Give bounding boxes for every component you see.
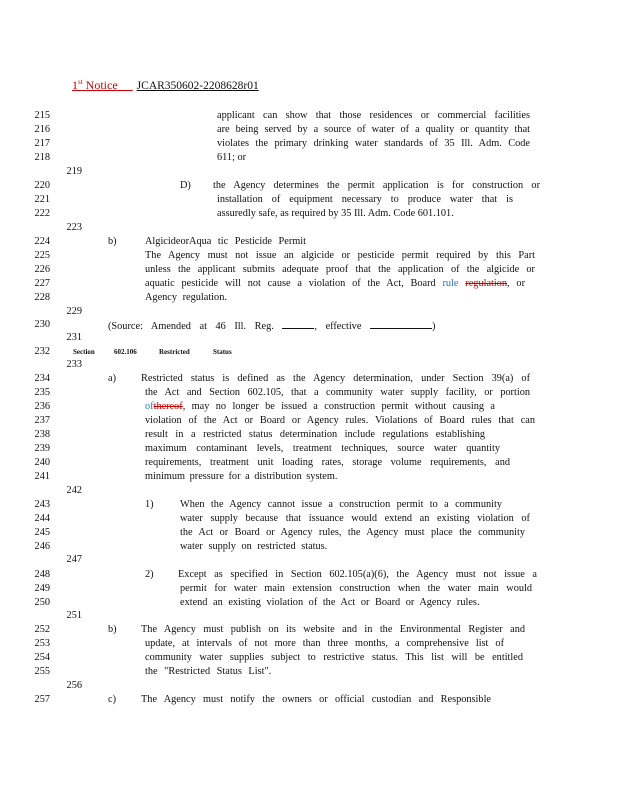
section-title-2: Status [213, 348, 232, 356]
line-text: unless the applicant submits adequate proof that the application of the algicide or [145, 264, 535, 275]
line-216: 216 are being served by a source of water of a quality or quantity that [34, 124, 530, 135]
line-text: violation of the Act or Board or Agency rules. Violations of Board rules that can [145, 415, 535, 426]
line-text: requirements, treatment unit loading rates, storage volume requirements, and [145, 457, 510, 468]
line-218: 218 611; or [0, 151, 618, 165]
effective-date-blank [370, 318, 432, 329]
item-label: 1) [145, 499, 154, 510]
line-217: 217 violates the primary drinking water standards of 35 Ill. Adm. Code [34, 138, 530, 149]
document-code: JCAR350602-2208628r01 [136, 80, 259, 92]
line-text: water supply on restricted status. [180, 541, 328, 552]
line-text: the Act or Board or Agency rules, the Agency must place the community [180, 527, 525, 538]
line-text: The Agency must notify the owners or official custodian and Responsible [141, 694, 491, 705]
line-237: 237 violation of the Act or Board or Agency rules. Violations of Board rules that can [34, 415, 535, 426]
line-244: 244 water supply because that issuance would extend an existing violation of [34, 513, 530, 524]
deleted-text: regulation [465, 278, 508, 289]
line-228: 228 Agency regulation. [0, 291, 618, 305]
line-222: 222 assuredly safe, as required by 35 Ill. Adm. Code 601.101. [0, 207, 618, 221]
line-text: applicant can show that those residences or commercial facilities [217, 110, 530, 121]
deleted-text: thereof [153, 401, 183, 412]
line-248: 248 2) Except as specified in Section 602.105(a)(6), the Agency must not issue a [34, 569, 537, 580]
line-text: maximum contaminant levels, treatment techniques, source water quantity [145, 443, 500, 454]
section-title: Restricted [159, 348, 190, 356]
line-236: 236 ofthereof, may no longer be issued a construction permit without causing a [34, 401, 495, 412]
line-251: 251 [66, 610, 82, 621]
line-252: 252 b) The Agency must publish on its website and in the Environmental Register and [34, 624, 525, 635]
line-247: 247 [66, 554, 82, 565]
line-246: 246 water supply on restricted status. [0, 540, 618, 554]
line-text: the "Restricted Status List". [145, 666, 272, 677]
line-254: 254 community water supplies subject to restrictive status. This list will be entitled [34, 652, 523, 663]
line-234: 234 a) Restricted status is defined as the Agency determination, under Section 39(a) of [34, 373, 530, 384]
line-text: extend an existing violation of the Act or Board or Agency rules. [180, 597, 480, 608]
line-text: water supply because that issuance would extend an existing violation of [180, 513, 530, 524]
register-blank [282, 318, 314, 329]
line-text: Restricted status is defined as the Agency determination, under Section 39(a) of [141, 373, 530, 384]
line-253: 253 update, at intervals of not more than three months, a comprehensive list of [34, 638, 504, 649]
item-label: D) [180, 180, 191, 191]
line-249: 249 permit for water main extension construction when the water main would [34, 583, 532, 594]
line-text: community water supplies subject to restrictive status. This list will be entitled [145, 652, 523, 663]
line-223: 223 [66, 222, 82, 233]
line-242: 242 [66, 485, 82, 496]
document-header [72, 78, 259, 93]
line-226: 226 unless the applicant submits adequate proof that the application of the algicide or [34, 264, 535, 275]
line-250: 250 extend an existing violation of the Act or Board or Agency rules. [0, 596, 618, 610]
line-238: 238 result in a restricted status determination include regulations establishing [34, 429, 485, 440]
item-label: 2) [145, 569, 154, 580]
line-230: 230 (Source: Amended at 46 Ill. Reg. , effective ) [34, 319, 436, 332]
line-241: 241 minimum pressure for a distribution system. [0, 470, 618, 484]
line-text: The Agency must publish on its website and in the Environmental Register and [141, 624, 525, 635]
line-text: Agency regulation. [145, 292, 227, 303]
line-231: 231 [66, 332, 82, 343]
line-257: 257 c) The Agency must notify the owners or official custodian and Responsible [34, 694, 491, 705]
line-227: 227 aquatic pesticide will not cause a violation of the Act, Board rule regulation, or [34, 278, 525, 289]
source-note: (Source: Amended at 46 Ill. Reg. , effective ) [108, 318, 435, 334]
inserted-text: rule [442, 278, 459, 289]
line-256: 256 [66, 680, 82, 691]
notice-label: 1st Notice [72, 78, 118, 92]
line-text: are being served by a source of water of a quality or quantity that [217, 124, 530, 135]
line-229: 229 [66, 306, 82, 317]
section-word: Section [73, 348, 95, 356]
line-text: The Agency must not issue an algicide or pesticide permit required by this Part [145, 250, 535, 261]
line-text: the Agency determines the permit application is for construction or [213, 180, 540, 191]
item-label: b) [108, 624, 117, 635]
line-text: permit for water main extension construction when the water main would [180, 583, 532, 594]
line-225: 225 The Agency must not issue an algicide or pesticide permit required by this Part [34, 250, 535, 261]
line-221: 221 installation of equipment necessary to produce water that is [34, 194, 513, 205]
subsection-title: AlgicideorAqua tic Pesticide Permit [145, 236, 306, 247]
line-text: update, at intervals of not more than three months, a comprehensive list of [145, 638, 504, 649]
line-255: 255 the "Restricted Status List". [0, 665, 618, 679]
line-219: 219 [66, 166, 82, 177]
line-239: 239 maximum contaminant levels, treatment techniques, source water quantity [34, 443, 500, 454]
line-text: assuredly safe, as required by 35 Ill. Adm. Code 601.101. [217, 208, 454, 219]
line-245: 245 the Act or Board or Agency rules, the Agency must place the community [34, 527, 525, 538]
line-text: minimum pressure for a distribution system. [145, 471, 338, 482]
line-text: result in a restricted status determination include regulations establishing [145, 429, 485, 440]
line-215: 215 applicant can show that those residences or commercial facilities [34, 110, 530, 121]
line-text: installation of equipment necessary to produce water that is [217, 194, 513, 205]
line-text: Except as specified in Section 602.105(a)(6), the Agency must not issue a [178, 569, 537, 580]
line-text: violates the primary drinking water standards of 35 Ill. Adm. Code [217, 138, 530, 149]
line-text: the Act and Section 602.105, that a community water supply facility, or portion [145, 387, 530, 398]
inserted-text: of [145, 401, 154, 412]
line-224: 224 b) AlgicideorAqua tic Pesticide Permit [34, 236, 306, 247]
item-label: b) [108, 236, 117, 247]
item-label: c) [108, 694, 116, 705]
line-220: 220 D) the Agency determines the permit application is for construction or [34, 180, 540, 191]
line-240: 240 requirements, treatment unit loading rates, storage volume requirements, and [34, 457, 510, 468]
line-235: 235 the Act and Section 602.105, that a community water supply facility, or portion [34, 387, 530, 398]
line-text: When the Agency cannot issue a construction permit to a community [180, 499, 502, 510]
line-233: 233 [66, 359, 82, 370]
line-text: 611; or [217, 152, 247, 163]
line-text: ofthereof, may no longer be issued a construction permit without causing a [145, 401, 495, 412]
line-232: 232 Section 602.106 Restricted Status [34, 346, 232, 357]
line-text: aquatic pesticide will not cause a violation of the Act, Board rule regulation, or [145, 278, 525, 289]
section-number: 602.106 [114, 348, 137, 356]
line-243: 243 1) When the Agency cannot issue a construction permit to a community [34, 499, 502, 510]
item-label: a) [108, 373, 116, 384]
